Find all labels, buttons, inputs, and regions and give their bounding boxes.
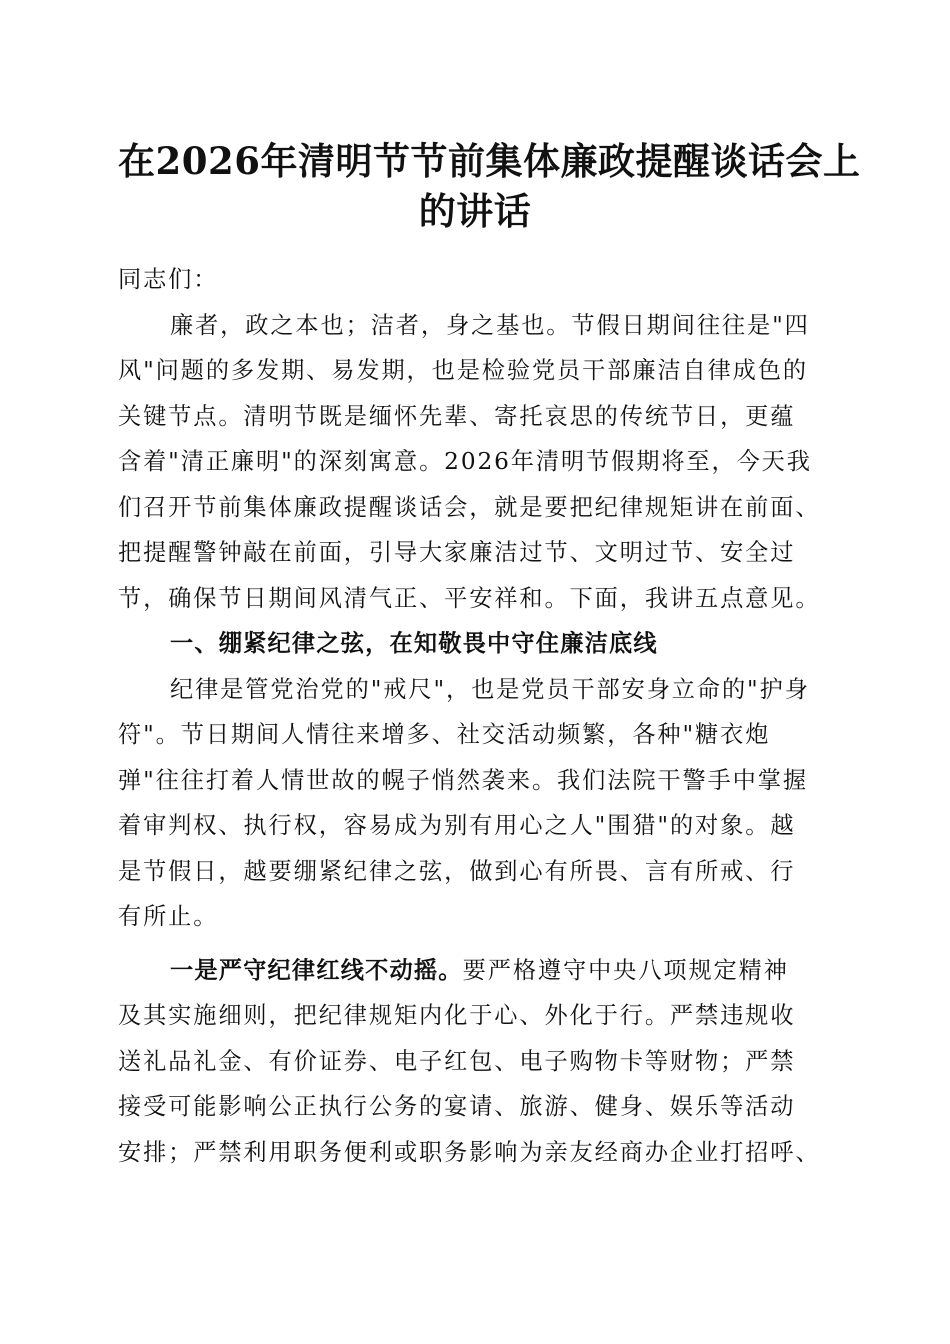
- intro-line: 节，确保节日期间风清气正、平安祥和。下面，我讲五点意见。: [118, 584, 821, 612]
- point-1-line: 送礼品礼金、有价证券、电子红包、电子购物卡等财物；严禁: [118, 1047, 796, 1075]
- section-1-line: 有所止。: [118, 903, 219, 930]
- section-1-line: 符"。节日期间人情往来增多、社交活动频繁，各种"糖衣炮: [118, 721, 771, 748]
- section-1-paragraph: [118, 667, 834, 940]
- section-1-heading: [118, 621, 834, 667]
- section-1-line: 着审判权、执行权，容易成为别有用心之人"围猎"的对象。越: [118, 812, 796, 839]
- point-1-lead: 一是严守纪律红线不动摇。: [170, 956, 463, 984]
- intro-paragraph: [118, 303, 834, 622]
- point-1-line: 及其实施细则，把纪律规矩内化于心、外化于行。严禁违规收: [118, 1002, 796, 1029]
- page-title: [118, 136, 861, 236]
- section-1-line: 是节假日，越要绷紧纪律之弦，做到心有所畏、言有所戒、行: [118, 857, 796, 885]
- paragraph-gap: [118, 940, 834, 948]
- document-body: [118, 257, 834, 1175]
- salutation-text: 同志们：: [118, 266, 219, 293]
- intro-line: 们召开节前集体廉政提醒谈话会，就是要把纪律规矩讲在前面、: [118, 493, 821, 521]
- point-1-first-line: [118, 948, 834, 994]
- intro-line: 关键节点。清明节既是缅怀先辈、寄托哀思的传统节日，更蕴: [118, 402, 796, 430]
- point-1-paragraph: [118, 948, 834, 1176]
- title-line-2: 的讲话: [418, 189, 532, 233]
- point-1-line: 接受可能影响公正执行公务的宴请、旅游、健身、娱乐等活动: [118, 1093, 796, 1120]
- intro-line: 风"问题的多发期、易发期，也是检验党员干部廉洁自律成色的: [118, 357, 808, 384]
- title-line-1: 在2026年清明节节前集体廉政提醒谈话会上: [118, 139, 861, 183]
- intro-line: 含着"清正廉明"的深刻寓意。2026年清明节假期将至，今天我: [118, 448, 812, 475]
- point-1-line: 安排；严禁利用职务便利或职务影响为亲友经商办企业打招呼、: [118, 1138, 821, 1166]
- section-1-line: 纪律是管党治党的"戒尺"，也是党员干部安身立命的"护身: [170, 675, 810, 703]
- point-1-first-rest: 要严格遵守中央八项规定精神: [462, 956, 789, 984]
- section-heading-text: 一、绷紧纪律之弦，在知敬畏中守住廉洁底线: [170, 630, 658, 657]
- section-1-line: 弹"往往打着人情世故的幌子悄然袭来。我们法院干警手中掌握: [118, 766, 808, 794]
- intro-line: 把提醒警钟敲在前面，引导大家廉洁过节、文明过节、安全过: [118, 539, 796, 566]
- intro-line: 廉者，政之本也；洁者，身之基也。节假日期间往往是"四: [170, 311, 810, 339]
- salutation: [118, 257, 834, 303]
